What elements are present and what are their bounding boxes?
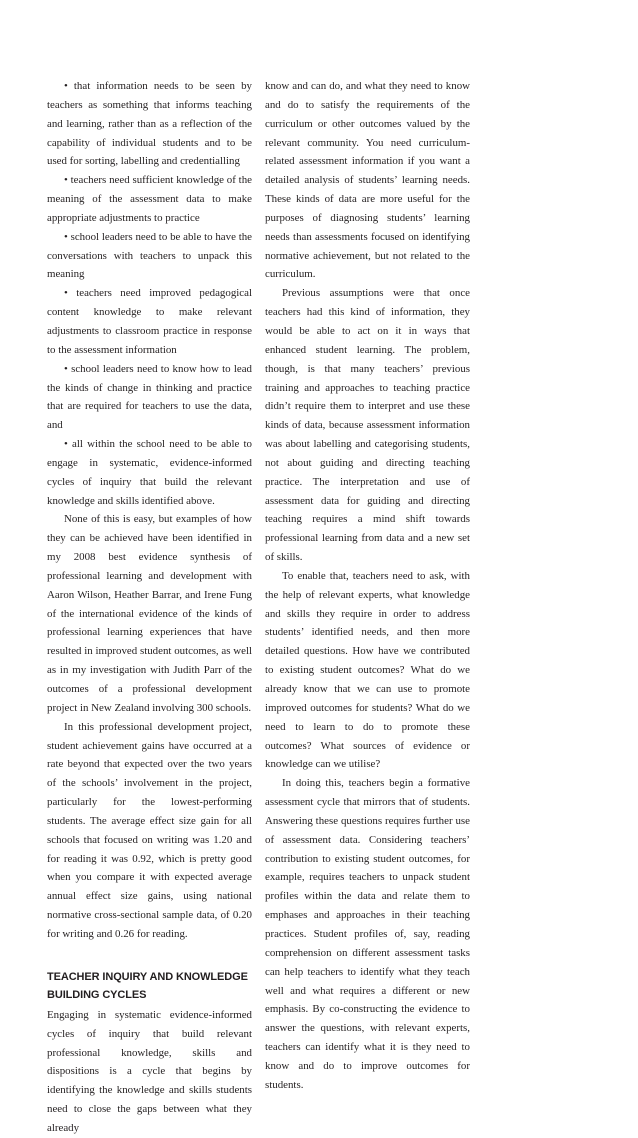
- body-paragraph: In this professional development project, student achievement gains have occurred at a rate beyond that expected over the two years of the schools’ involvement in the project, particularly for the lowest-performing students. The average effect size gain for all schools that focused on writing was 1.20 and for reading it was 0.92, which is pretty good when you compare it with expected average annual effect size gains, using national normative cross-sectional sample data, of 0.20 for writing and 0.26 for reading.: [47, 720, 252, 940]
- left-column: [47, 77, 252, 1138]
- section-heading: TEACHER INQUIRY AND KNOWLEDGE BUILDING CYCLES: [47, 970, 248, 1001]
- bullet-paragraph: • school leaders need to know how to lead the kinds of change in thinking and practice that are required for teachers to use the data, and: [47, 362, 252, 432]
- bullet-paragraph: • that information needs to be seen by teachers as something that informs teaching and learning, rather than as a reflection of the capability of individual students and to be used for sorting, labelling and credentialling: [47, 80, 252, 168]
- bullet-paragraph: • school leaders need to be able to have the conversations with teachers to unpack this meaning: [47, 230, 252, 281]
- body-paragraph: None of this is easy, but examples of how they can be achieved have been identified in my 2008 best evidence synthesis of professional learning and development with Aaron Wilson, Heather Barrar, and Irene Fung of the international evidence of the kinds of professional learning experiences that have resulted in improved student outcomes, as well as in my investigation with Judith Parr of the outcomes of a professional development project in New Zealand involving 300 schools.: [47, 513, 252, 714]
- body-paragraph: In doing this, teachers begin a formative assessment cycle that mirrors that of students. Answering these questions requires further use of assessment data. Considering teachers’ contribution to existing student outcomes, for example, requires teachers to unpack student profiles within the data and relate them to emphases and approaches in their teaching practices. Student profiles of, say, reading comprehension on different assessment tasks can help teachers to identify what they teach well and what requires a different or new emphasis. By co-constructing the evidence to answer the questions, with relevant experts, teachers can identify what it is they need to know and do to improve outcomes for students.: [265, 777, 470, 1091]
- body-paragraph: Engaging in systematic evidence-informed cycles of inquiry that build relevant professional knowledge, skills and dispositions is a cycle that begins by identifying the knowledge and skills students need to close the gaps between what they already: [47, 1008, 252, 1134]
- bullet-paragraph: • teachers need sufficient knowledge of the meaning of the assessment data to make appropriate adjustments to practice: [47, 174, 252, 224]
- body-paragraph: To enable that, teachers need to ask, with the help of relevant experts, what knowledge and skills they require in order to address students’ identified needs, and then more detailed questions. How have we contributed to existing student outcomes? What do we already know that we can use to promote improved outcomes for students? What do we need to learn to do to promote these outcomes? What sources of evidence or knowledge can we utilise?: [265, 569, 470, 771]
- right-column: [265, 77, 470, 1095]
- body-paragraph: know and can do, and what they need to know and do to satisfy the requirements of the curriculum or other outcomes valued by the relevant community. You need curriculum-related assessment information if you want a detailed analysis of students’ learning needs. These kinds of data are more useful for the purposes of diagnosing students’ learning needs than assessments focused on identifying normative achievement, but not related to the curriculum.: [265, 80, 470, 281]
- bullet-paragraph: • all within the school need to be able to engage in systematic, evidence-informed cycles of inquiry that build the relevant knowledge and skills identified above.: [47, 438, 252, 507]
- body-paragraph: Previous assumptions were that once teachers had this kind of information, they would be able to act on it in ways that enhanced student learning. The problem, though, is that many teachers’ previous training and approaches to teaching practice didn’t require them to interpret and use these kinds of data, because assessment information was about labelling and categorising students, not about guiding and directing teaching practice. The interpretation and use of assessment data for guiding and directing teaching requires a mind shift towards professional learning from data and a new set of skills.: [265, 287, 470, 564]
- bullet-paragraph: • teachers need improved pedagogical content knowledge to make relevant adjustments to classroom practice in response to the assessment information: [47, 287, 252, 356]
